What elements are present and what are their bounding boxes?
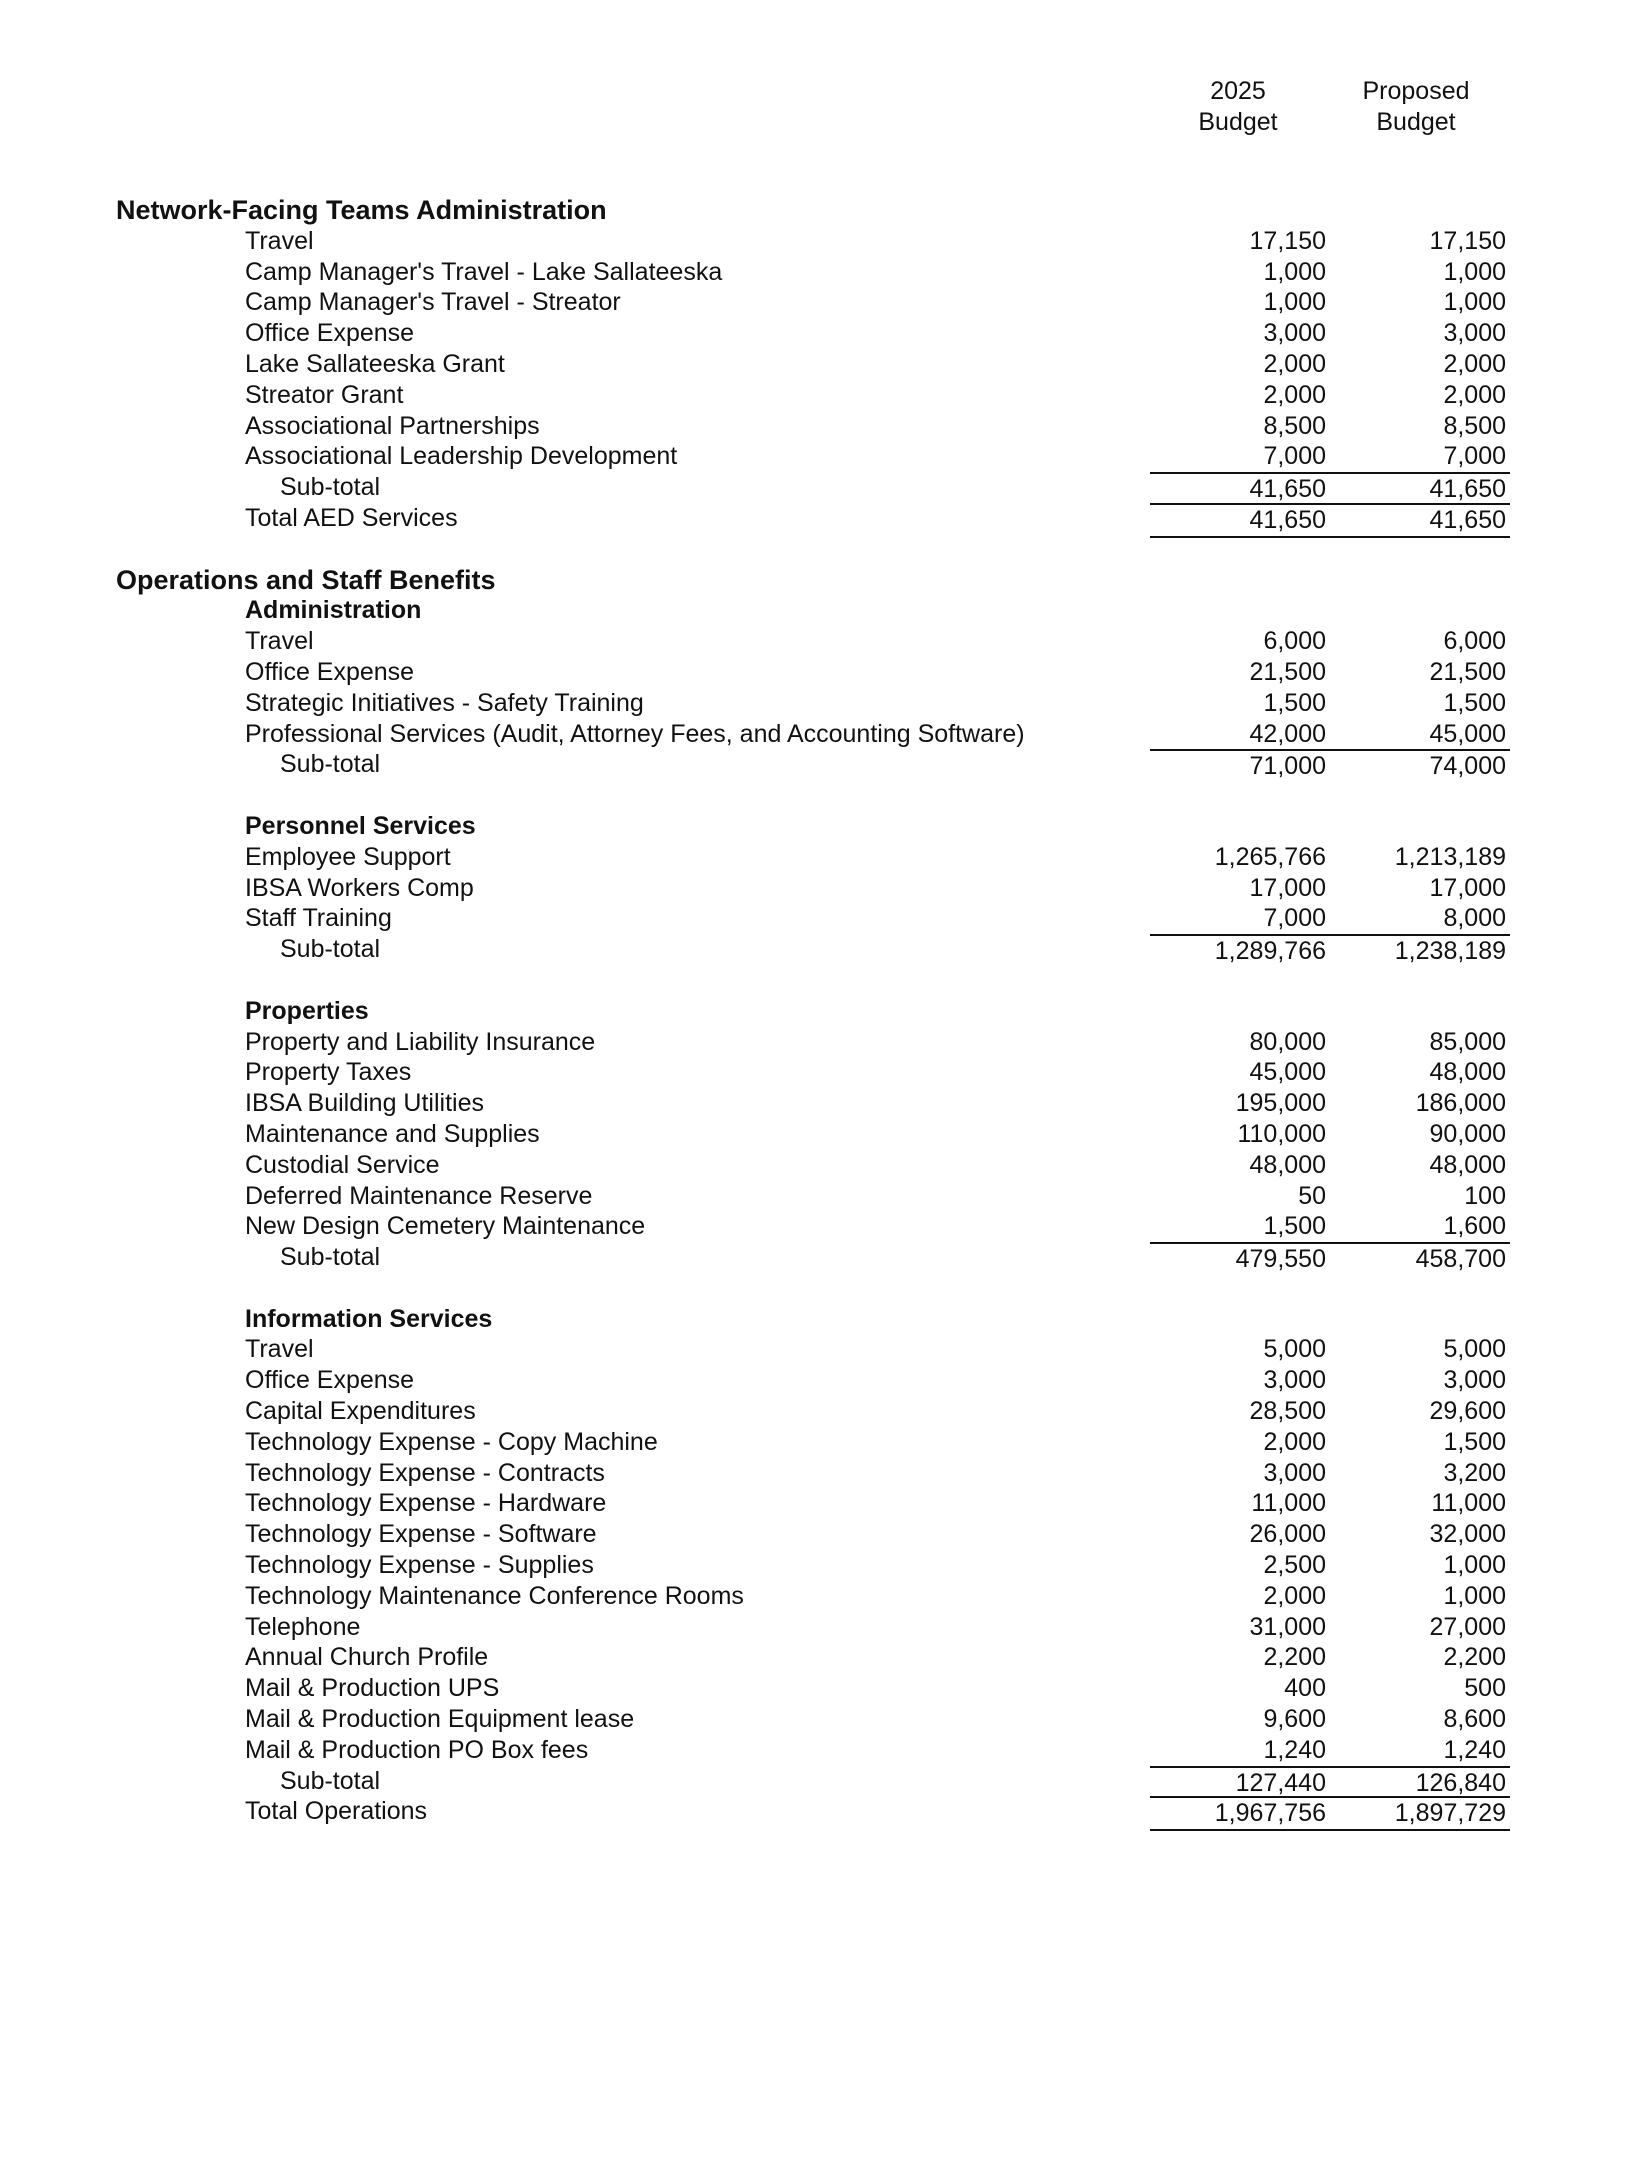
value-2025-budget: 7,000 bbox=[1263, 442, 1326, 471]
table-row bbox=[0, 1211, 1640, 1242]
row-label: Property Taxes bbox=[245, 1058, 412, 1087]
row-label: Operations and Staff Benefits bbox=[116, 564, 496, 595]
value-proposed-budget: 85,000 bbox=[1429, 1027, 1506, 1056]
value-proposed-budget: 1,000 bbox=[1443, 1581, 1506, 1610]
value-2025-budget: 17,150 bbox=[1249, 226, 1326, 255]
value-2025-budget: 195,000 bbox=[1235, 1089, 1326, 1118]
value-proposed-budget: 2,000 bbox=[1443, 380, 1506, 409]
value-2025-budget: 479,550 bbox=[1150, 1242, 1330, 1275]
value-proposed-budget: 3,000 bbox=[1443, 1366, 1506, 1395]
value-proposed-budget: 41,650 bbox=[1330, 503, 1510, 538]
row-label: Administration bbox=[245, 596, 422, 625]
value-2025-budget: 41,650 bbox=[1150, 503, 1330, 538]
row-label: Office Expense bbox=[245, 657, 415, 686]
value-2025-budget: 48,000 bbox=[1249, 1150, 1326, 1179]
row-label: Office Expense bbox=[245, 319, 415, 348]
row-label: New Design Cemetery Maintenance bbox=[245, 1212, 646, 1241]
table-row bbox=[0, 287, 1640, 318]
value-proposed-budget: 500 bbox=[1464, 1674, 1506, 1703]
table-row bbox=[0, 1519, 1640, 1550]
table-row bbox=[0, 1488, 1640, 1519]
table-row bbox=[0, 1027, 1640, 1058]
table-row bbox=[0, 1642, 1640, 1673]
value-2025-budget: 1,500 bbox=[1263, 688, 1326, 717]
value-2025-budget: 28,500 bbox=[1249, 1397, 1326, 1426]
row-label: Technology Expense - Hardware bbox=[245, 1489, 607, 1518]
value-2025-budget: 2,200 bbox=[1263, 1643, 1326, 1672]
table-row bbox=[0, 1119, 1640, 1150]
value-proposed-budget: 8,500 bbox=[1443, 411, 1506, 440]
value-2025-budget: 71,000 bbox=[1150, 749, 1330, 782]
table-row bbox=[0, 842, 1640, 873]
row-label: Properties bbox=[245, 996, 369, 1025]
table-row bbox=[0, 719, 1640, 750]
value-proposed-budget: 1,213,189 bbox=[1394, 842, 1506, 871]
value-proposed-budget: 8,600 bbox=[1443, 1705, 1506, 1734]
row-label: Mail & Production PO Box fees bbox=[245, 1735, 589, 1764]
row-label: Information Services bbox=[245, 1304, 493, 1333]
total-row bbox=[0, 1796, 1640, 1827]
value-proposed-budget: 32,000 bbox=[1429, 1520, 1506, 1549]
row-label: IBSA Workers Comp bbox=[245, 873, 474, 902]
column-header-2025-budget bbox=[1148, 76, 1328, 138]
row-label: Sub-total bbox=[280, 1243, 381, 1272]
row-label: Technology Expense - Copy Machine bbox=[245, 1427, 658, 1456]
row-label: Travel bbox=[245, 1335, 314, 1364]
value-2025-budget: 17,000 bbox=[1249, 873, 1326, 902]
table-row bbox=[0, 1704, 1640, 1735]
value-proposed-budget: 90,000 bbox=[1429, 1119, 1506, 1148]
value-2025-budget: 1,500 bbox=[1263, 1212, 1326, 1241]
table-row bbox=[0, 626, 1640, 657]
value-proposed-budget: 3,000 bbox=[1443, 319, 1506, 348]
table-row bbox=[0, 318, 1640, 349]
row-label: Sub-total bbox=[280, 1766, 381, 1795]
value-proposed-budget: 21,500 bbox=[1429, 657, 1506, 686]
value-proposed-budget: 17,000 bbox=[1429, 873, 1506, 902]
value-2025-budget: 42,000 bbox=[1249, 719, 1326, 748]
row-label: IBSA Building Utilities bbox=[245, 1089, 485, 1118]
subtotal-row bbox=[0, 1766, 1640, 1797]
total-row bbox=[0, 503, 1640, 534]
subtotal-row bbox=[0, 1242, 1640, 1273]
row-label: Property and Liability Insurance bbox=[245, 1027, 596, 1056]
row-label: Total AED Services bbox=[245, 503, 458, 532]
value-2025-budget: 1,289,766 bbox=[1150, 934, 1330, 967]
row-label: Maintenance and Supplies bbox=[245, 1119, 540, 1148]
value-2025-budget: 5,000 bbox=[1263, 1335, 1326, 1364]
value-2025-budget: 127,440 bbox=[1150, 1766, 1330, 1799]
value-proposed-budget: 458,700 bbox=[1330, 1242, 1510, 1275]
subtotal-row bbox=[0, 472, 1640, 503]
table-row bbox=[0, 1427, 1640, 1458]
value-2025-budget: 400 bbox=[1284, 1674, 1326, 1703]
row-label: Annual Church Profile bbox=[245, 1643, 489, 1672]
value-2025-budget: 8,500 bbox=[1263, 411, 1326, 440]
table-row bbox=[0, 349, 1640, 380]
row-label: Employee Support bbox=[245, 842, 451, 871]
value-proposed-budget: 1,000 bbox=[1443, 288, 1506, 317]
row-label: Telephone bbox=[245, 1612, 361, 1641]
row-label: Sub-total bbox=[280, 935, 381, 964]
table-row bbox=[0, 1550, 1640, 1581]
table-row bbox=[0, 226, 1640, 257]
value-2025-budget: 26,000 bbox=[1249, 1520, 1326, 1549]
row-label: Streator Grant bbox=[245, 380, 404, 409]
table-row bbox=[0, 1150, 1640, 1181]
value-proposed-budget: 1,240 bbox=[1443, 1735, 1506, 1764]
value-proposed-budget: 8,000 bbox=[1443, 904, 1506, 933]
row-label: Staff Training bbox=[245, 904, 392, 933]
row-label: Travel bbox=[245, 226, 314, 255]
value-proposed-budget: 2,200 bbox=[1443, 1643, 1506, 1672]
value-2025-budget: 41,650 bbox=[1150, 472, 1330, 505]
value-2025-budget: 1,265,766 bbox=[1214, 842, 1326, 871]
row-label: Technology Expense - Software bbox=[245, 1520, 597, 1549]
budget-table bbox=[0, 195, 1640, 1827]
value-proposed-budget: 17,150 bbox=[1429, 226, 1506, 255]
section-heading bbox=[0, 565, 1640, 596]
value-proposed-budget: 7,000 bbox=[1443, 442, 1506, 471]
row-label: Custodial Service bbox=[245, 1150, 440, 1179]
table-row bbox=[0, 257, 1640, 288]
table-row bbox=[0, 903, 1640, 934]
value-proposed-budget: 41,650 bbox=[1330, 472, 1510, 505]
row-label: Travel bbox=[245, 627, 314, 656]
value-2025-budget: 2,000 bbox=[1263, 1581, 1326, 1610]
value-proposed-budget: 6,000 bbox=[1443, 627, 1506, 656]
value-proposed-budget: 45,000 bbox=[1429, 719, 1506, 748]
value-2025-budget: 2,500 bbox=[1263, 1551, 1326, 1580]
row-label: Technology Expense - Contracts bbox=[245, 1458, 605, 1487]
table-row bbox=[0, 1612, 1640, 1643]
value-2025-budget: 21,500 bbox=[1249, 657, 1326, 686]
subsection-heading bbox=[0, 811, 1640, 842]
value-2025-budget: 9,600 bbox=[1263, 1705, 1326, 1734]
table-row bbox=[0, 380, 1640, 411]
value-2025-budget: 1,967,756 bbox=[1150, 1796, 1330, 1831]
value-proposed-budget: 1,600 bbox=[1443, 1212, 1506, 1241]
row-label: Mail & Production UPS bbox=[245, 1674, 500, 1703]
value-proposed-budget: 2,000 bbox=[1443, 349, 1506, 378]
column-header-line: Budget bbox=[1198, 108, 1278, 136]
value-2025-budget: 45,000 bbox=[1249, 1058, 1326, 1087]
row-label: Strategic Initiatives - Safety Training bbox=[245, 688, 644, 717]
subtotal-row bbox=[0, 749, 1640, 780]
value-proposed-budget: 1,500 bbox=[1443, 688, 1506, 717]
value-proposed-budget: 1,000 bbox=[1443, 257, 1506, 286]
row-label: Total Operations bbox=[245, 1797, 428, 1826]
subsection-heading bbox=[0, 595, 1640, 626]
value-2025-budget: 80,000 bbox=[1249, 1027, 1326, 1056]
value-proposed-budget: 3,200 bbox=[1443, 1458, 1506, 1487]
table-row bbox=[0, 1057, 1640, 1088]
value-proposed-budget: 1,000 bbox=[1443, 1551, 1506, 1580]
value-2025-budget: 6,000 bbox=[1263, 627, 1326, 656]
row-label: Associational Partnerships bbox=[245, 411, 540, 440]
value-proposed-budget: 27,000 bbox=[1429, 1612, 1506, 1641]
table-row bbox=[0, 441, 1640, 472]
value-2025-budget: 1,240 bbox=[1263, 1735, 1326, 1764]
column-header-proposed-budget bbox=[1326, 76, 1506, 138]
row-spacer bbox=[0, 965, 1640, 996]
row-spacer bbox=[0, 534, 1640, 565]
column-header-line: Budget bbox=[1376, 108, 1456, 136]
value-proposed-budget: 186,000 bbox=[1415, 1089, 1506, 1118]
value-2025-budget: 31,000 bbox=[1249, 1612, 1326, 1641]
row-spacer bbox=[0, 1273, 1640, 1304]
table-row bbox=[0, 1458, 1640, 1489]
table-row bbox=[0, 1181, 1640, 1212]
table-row bbox=[0, 873, 1640, 904]
row-label: Lake Sallateeska Grant bbox=[245, 349, 505, 378]
row-label: Camp Manager's Travel - Lake Sallateeska bbox=[245, 257, 723, 286]
row-label: Sub-total bbox=[280, 750, 381, 779]
table-row bbox=[0, 1396, 1640, 1427]
section-heading bbox=[0, 195, 1640, 226]
table-row bbox=[0, 1365, 1640, 1396]
row-label: Sub-total bbox=[280, 473, 381, 502]
value-proposed-budget: 1,500 bbox=[1443, 1427, 1506, 1456]
row-label: Personnel Services bbox=[245, 811, 476, 840]
value-2025-budget: 2,000 bbox=[1263, 380, 1326, 409]
table-row bbox=[0, 1673, 1640, 1704]
value-proposed-budget: 1,897,729 bbox=[1330, 1796, 1510, 1831]
row-label: Office Expense bbox=[245, 1366, 415, 1395]
row-label: Mail & Production Equipment lease bbox=[245, 1705, 635, 1734]
table-row bbox=[0, 1334, 1640, 1365]
value-proposed-budget: 29,600 bbox=[1429, 1397, 1506, 1426]
table-row bbox=[0, 1581, 1640, 1612]
subtotal-row bbox=[0, 934, 1640, 965]
row-label: Capital Expenditures bbox=[245, 1397, 476, 1426]
value-proposed-budget: 48,000 bbox=[1429, 1150, 1506, 1179]
row-label: Professional Services (Audit, Attorney Fees, and Accounting Software) bbox=[245, 719, 1025, 748]
value-2025-budget: 1,000 bbox=[1263, 257, 1326, 286]
value-proposed-budget: 100 bbox=[1464, 1181, 1506, 1210]
column-header-line: 2025 bbox=[1210, 77, 1266, 105]
subsection-heading bbox=[0, 996, 1640, 1027]
row-label: Technology Maintenance Conference Rooms bbox=[245, 1581, 744, 1610]
value-proposed-budget: 11,000 bbox=[1431, 1489, 1506, 1518]
table-row bbox=[0, 1735, 1640, 1766]
value-2025-budget: 11,000 bbox=[1251, 1489, 1326, 1518]
row-label: Technology Expense - Supplies bbox=[245, 1551, 594, 1580]
value-2025-budget: 2,000 bbox=[1263, 1427, 1326, 1456]
table-row bbox=[0, 688, 1640, 719]
row-label: Network-Facing Teams Administration bbox=[116, 195, 607, 225]
value-2025-budget: 50 bbox=[1298, 1181, 1326, 1210]
column-header-line: Proposed bbox=[1362, 77, 1470, 105]
row-label: Deferred Maintenance Reserve bbox=[245, 1181, 593, 1210]
value-proposed-budget: 5,000 bbox=[1443, 1335, 1506, 1364]
row-spacer bbox=[0, 780, 1640, 811]
value-proposed-budget: 48,000 bbox=[1429, 1058, 1506, 1087]
table-row bbox=[0, 411, 1640, 442]
row-label: Camp Manager's Travel - Streator bbox=[245, 288, 621, 317]
value-2025-budget: 7,000 bbox=[1263, 904, 1326, 933]
value-2025-budget: 3,000 bbox=[1263, 1366, 1326, 1395]
table-row bbox=[0, 1088, 1640, 1119]
value-2025-budget: 3,000 bbox=[1263, 319, 1326, 348]
value-proposed-budget: 1,238,189 bbox=[1330, 934, 1510, 967]
value-2025-budget: 110,000 bbox=[1237, 1119, 1326, 1148]
row-label: Associational Leadership Development bbox=[245, 442, 678, 471]
value-2025-budget: 3,000 bbox=[1263, 1458, 1326, 1487]
value-2025-budget: 2,000 bbox=[1263, 349, 1326, 378]
subsection-heading bbox=[0, 1304, 1640, 1335]
table-row bbox=[0, 657, 1640, 688]
value-2025-budget: 1,000 bbox=[1263, 288, 1326, 317]
value-proposed-budget: 126,840 bbox=[1330, 1766, 1510, 1799]
value-proposed-budget: 74,000 bbox=[1330, 749, 1510, 782]
